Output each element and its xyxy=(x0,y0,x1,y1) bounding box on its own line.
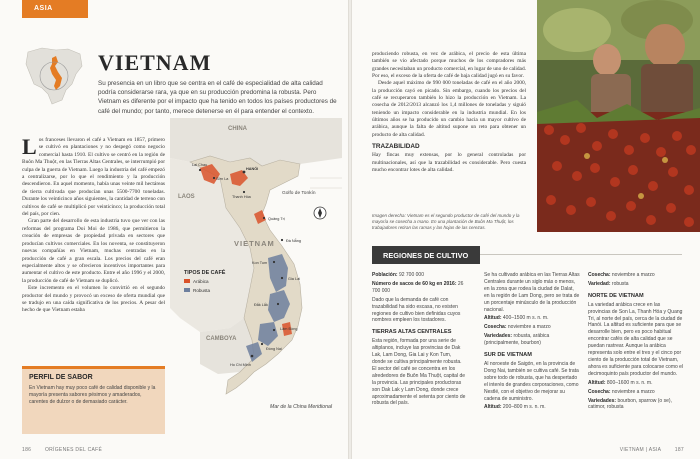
sidebar-accent-bar xyxy=(22,366,165,369)
regions-column-3 xyxy=(588,272,684,413)
region-stat: Altitud: 800–1600 m s. n. m. xyxy=(588,379,653,386)
region-stat: Variedad: robusta xyxy=(588,280,629,287)
dropcap: L xyxy=(22,134,37,159)
city-label: Ho Chi Minh xyxy=(230,363,251,367)
regions-intro: Dado que la demanda de café con trazabilidad ha sido escasa, no existen regiones de cultivo bien definidas cuyos nombres empleen los tostadores. xyxy=(372,296,461,324)
city-label: Thanh Hóa xyxy=(232,195,251,199)
label-camboya: CAMBOYA xyxy=(206,336,237,342)
regions-rule xyxy=(480,254,682,255)
label-vietnam: VIETNAM xyxy=(234,239,275,248)
legend-robusta-label: Robusta xyxy=(193,288,211,293)
stat-population: Población: 92 700 000 xyxy=(372,272,424,278)
region-stat: Variedades: bourbon, sparrow (o se), catimor, robusta xyxy=(588,397,672,411)
right-page xyxy=(352,0,700,459)
compass-icon xyxy=(314,207,326,219)
body-paragraph: produciendo robusta, en vez de arábica, el precio de esta última también se vio afectado porque muchos de los compradores más grandes necesitaban un producto comercial, en lugar de uno de calidad. Por eso, el exceso de la oferta de café de baja calidad jugó en su favor. xyxy=(372,51,526,80)
footer-section: VIETNAM | ASIA xyxy=(619,447,662,453)
stat-sacks: Número de sacos de 60 kg en 2016: 26 700 000 xyxy=(372,280,464,294)
regions-header xyxy=(372,246,682,264)
city-label: HANÓI xyxy=(246,167,259,171)
body-paragraph: Hay fincas muy extensas, por lo general controladas por multinacionales, así que la trazabilidad es considerable. Pero cuesta mucho encontrar lotes de alta calidad. xyxy=(372,152,526,174)
label-china: CHINA xyxy=(228,126,247,132)
locator-map xyxy=(22,44,86,108)
page-number: 186 xyxy=(22,447,32,453)
body-paragraph: Este incremento en el volumen lo convirtió en el segundo productor del mundo y provocó un exceso de oferta mundial que se tradujo en una caída significativa de los precios. A pesar del hecho de que Vietnam estaba xyxy=(22,285,165,314)
regions-column-1 xyxy=(372,272,466,409)
city-label: Sơn La xyxy=(216,177,229,181)
legend-arabica-swatch xyxy=(184,279,190,283)
region-tab: ASIA xyxy=(22,0,88,18)
intro-paragraph: Su presencia en un libro que se centra en el café de especialidad de alta calidad podría considerarse rara, ya que en su producción predomina la robusta. Pero Vietnam es diferente por el impacto que ha tenido en todos los países productores de café del mundo; por tanto, merece detenerse en él para entender el contexto. xyxy=(98,80,337,115)
legend-title: TIPOS DE CAFÉ xyxy=(184,270,226,276)
body-paragraph: Gran parte del desarrollo de esta industria tuvo que ver con las reformas del programa Doi Moi de 1986, que permitieron la creación de empresas de propiedad privada en sectores que producían cultivos comerciales. En los noventa, se constituyeron nuevas compañías en Vietnam, muchas centradas en la producción de café a gran escala. Los precios del café eran especialmente altos y se ofrecieron incentivos importantes para aumentar el cultivo de este producto. Entre el año 1996 y el 2000, la producción de café de Vietnam se duplicó. xyxy=(22,218,165,284)
footer-section: ORÍGENES DEL CAFÉ xyxy=(44,447,103,453)
coffee-harvest-photo xyxy=(537,0,700,232)
region-text: Esta región, formada por una serie de altiplanos, incluye las provincias de Dak Lak, Lam Dong, Gia Lai y Kon Tum, donde se cultiva principalmente robusta. El sector del café se concentra en los alrededores de Buôn Ma Thuột, capital de la provincia. Las principales productoras son Dak Lak y Lam Dong, donde crece aproximadamente el setenta por ciento de robusta del país. xyxy=(372,338,466,407)
left-page xyxy=(0,0,348,459)
sidebar-text: En Vietnam hay muy poco café de calidad disponible y la mayoría presenta sabores pésimos y amaderados, carentes de dulzor o de demasiado carácter. xyxy=(29,385,156,405)
region-stat: Cosecha: noviembre a marzo xyxy=(484,324,551,331)
traceability-heading: TRAZABILIDAD xyxy=(372,143,420,151)
city-label: Quảng Trị xyxy=(268,217,285,221)
city-label: Lai Chau xyxy=(192,163,208,167)
footer-right xyxy=(620,447,684,453)
region-heading: TIERRAS ALTAS CENTRALES xyxy=(372,329,452,336)
region-text: La variedad arábica crece en las provincias de Son La, Thanh Hóa y Quang Tri, al norte del país, cerca de la ciudad de Hanói. La altitud es suficiente para que se desarrolle bien, pero es poco habitual encontrar cafés de alta calidad que se puedan rastrear. Aunque la arábica representa solo entre el tres y el cinco por ciento de la producción total de Vietnam, ahora es suficiente para colocarse como el decimoquinto país productor del mundo. xyxy=(588,301,684,377)
footer-left xyxy=(22,447,102,453)
page-title: VIETNAM xyxy=(98,50,212,75)
body-paragraph: Desde aquel máximo de 990 000 toneladas de café en el año 2000, la producción cayó en picado. Sin embargo, cuando los precios del café se recuperaron también lo hizo la producción en Vietnam. La cosecha de 2012/2013 alcanzó los 1,4 millones de toneladas y siguió teniendo un impacto considerable en la industria mundial. En los últimos años se ha producido un cambio hacia un mayor cultivo de arábica, aunque la falta de altitud supone un reto para obtener un producto de alta calidad. xyxy=(372,80,526,138)
city-label: Gia Lai xyxy=(288,277,301,281)
city-label: Đắk Lắk xyxy=(254,303,268,307)
city-label: Đà Nẵng xyxy=(286,239,301,243)
region-heading: NORTE DE VIETNAM xyxy=(588,292,644,299)
region-stat: Altitud: 200–800 m s. n. m. xyxy=(484,404,546,411)
region-heading: SUR DE VIETNAM xyxy=(484,352,532,359)
body-column xyxy=(22,134,165,315)
sidebar-title: PERFIL DE SABOR xyxy=(29,374,93,381)
page-number: 187 xyxy=(674,447,684,453)
flavor-profile-box xyxy=(22,366,165,434)
legend-robusta-swatch xyxy=(184,288,190,292)
photo-caption: Imagen derecha: Vietnam es el segundo productor de café del mundo y la mayoría se cosecha a mano. En una plantación de Buôn Ma Thuột, los trabajadores retiran las ramas y las hojas de las cerezas. xyxy=(372,213,520,230)
region-text: Al noroeste de Saigón, en la provincia de Dong Nai, también se cultiva café. Se trata sobre todo de robusta, que ha despertado el interés de grandes corporaciones, como Nestlé, con el objetivo de mejorar su cadena de suministro. xyxy=(484,360,579,402)
regions-column-2 xyxy=(484,272,580,413)
vietnam-coffee-map xyxy=(170,118,342,440)
region-stat: Cosecha: noviembre a marzo xyxy=(588,272,655,278)
city-label: Lâm Đồng xyxy=(280,327,298,331)
region-text: Se ha cultivado arábica en las Tierras Altas Centrales durante un siglo más o menos, en la zona que rodea la ciudad de Dalat, en la región de Lam Dong, pero se trata de un porcentaje minúsculo de la producción nacional. xyxy=(484,272,580,313)
label-laos: LAOS xyxy=(178,194,195,200)
city-label: Đồng Nai xyxy=(266,347,282,351)
city-label: Kon Tum xyxy=(252,261,268,265)
label-golfo: Golfo de Tonkín xyxy=(282,191,316,196)
region-stat: Variedades: robusta, arábica (principalmente, bourbon) xyxy=(484,333,550,347)
regions-title: REGIONES DE CULTIVO xyxy=(372,246,480,264)
legend-arabica-label: Arábica xyxy=(193,279,209,284)
region-stat: Altitud: 400–1500 m s. n. m. xyxy=(484,315,549,322)
label-mar: Mar de la China Meridional xyxy=(270,404,332,410)
body-paragraph: Los franceses llevaron el café a Vietnam en 1857, primero se cultivó en plantaciones y no despegó como negocio comercial hasta 1910. El cultivo se centró en la región de Buôn Ma Thuột, en las Tierras Altas Centrales, se interrumpió por culpa de la guerra de Vietnam. Luego la industria del café empezó a centralizarse, por lo que el rendimiento y la producción descendieron. En aquel momento, había unas veinte mil hectáreas de tierra cultivada que producían unas 5500-7700 toneladas. Durante los veinticinco años siguientes, la cantidad de terreno con cultivos de café se multiplicó por veinticinco; la producción total del país, por cien. xyxy=(22,134,165,218)
region-stat: Cosecha: noviembre a marzo xyxy=(588,388,655,395)
right-text-column xyxy=(372,51,526,175)
